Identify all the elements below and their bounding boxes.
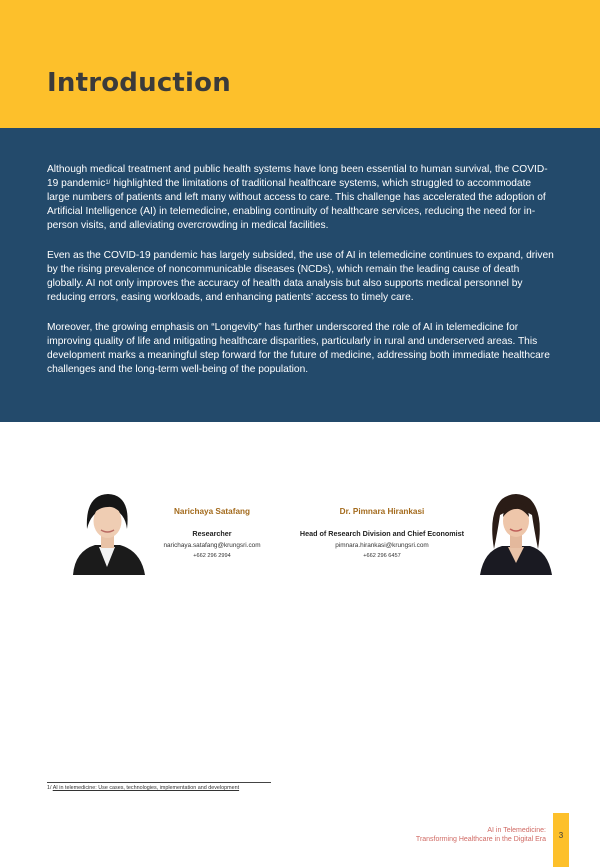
paragraph-2: Even as the COVID-19 pandemic has largely subsided, the use of AI in telemedicine continues to expand, driven by the rising prevalence of noncommunicable diseases (NCDs), which remain the leading cause of death globally. AI not only improves the accuracy of health data analysis but also supports medical personnel by reducing errors, easing workloads, and enhancing patients’ access to timely care. xyxy=(47,250,554,303)
footnote xyxy=(47,785,239,791)
paragraph-1 xyxy=(47,163,555,233)
author-email[interactable]: narichaya.satafang@krungsri.com xyxy=(163,542,261,549)
author-email[interactable]: pimnara.hirankasi@krungsri.com xyxy=(335,542,429,549)
footer-title-line-2: Transforming Healthcare in the Digital Era xyxy=(415,836,546,843)
author-role: Head of Research Division and Chief Economist xyxy=(299,529,465,538)
author-name: Dr. Pimnara Hirankasi xyxy=(339,507,425,516)
footnote-reference[interactable]: 1/ xyxy=(105,180,111,186)
paragraph-3: Moreover, the growing emphasis on “Longevity” has further underscored the role of AI in telemedicine for improving quality of life and mitigating healthcare disparities, particularly in rural and underserved areas. This development marks a meaningful step forward for the future of medicine, addressing both immediate healthcare challenges and the long-term well-being of the population. xyxy=(47,322,550,375)
author-card-narichaya xyxy=(148,506,276,561)
author-name: Narichaya Satafang xyxy=(174,507,250,516)
page-title: Introduction xyxy=(47,68,231,98)
author-phone: +662 296 2994 xyxy=(193,553,231,559)
page-number-tab xyxy=(553,813,569,867)
footnote-link[interactable]: AI in telemedicine: Use cases, technologies, implementation and development xyxy=(52,785,240,791)
footnote-marker: 1/ xyxy=(47,785,52,791)
footnote-divider xyxy=(47,782,271,783)
author-card-pimnara xyxy=(286,506,478,561)
header-band xyxy=(0,0,600,128)
page-number: 3 xyxy=(558,831,564,840)
author-photo-narichaya xyxy=(65,489,150,575)
footer-title-line-1: AI in Telemedicine: xyxy=(487,827,546,834)
paragraph-1-end: highlighted the limitations of traditional healthcare systems, which struggled to accommodate large numbers of patients and left many without access to care. This challenge has accelerated the adoption of Artificial Intelligence (AI) in telemedicine, enabling continuity of healthcare services, reducing the need for in-person visits, and alleviating overcrowding in medical facilities. xyxy=(47,178,546,231)
author-role: Researcher xyxy=(192,529,232,538)
author-photo-pimnara xyxy=(478,489,554,575)
running-footer xyxy=(416,826,546,844)
paragraph-1-start: Although medical treatment and public health systems have long been essential to human survival, the COVID-19 pandemic xyxy=(47,164,548,189)
author-phone: +662 296 6457 xyxy=(363,553,401,559)
